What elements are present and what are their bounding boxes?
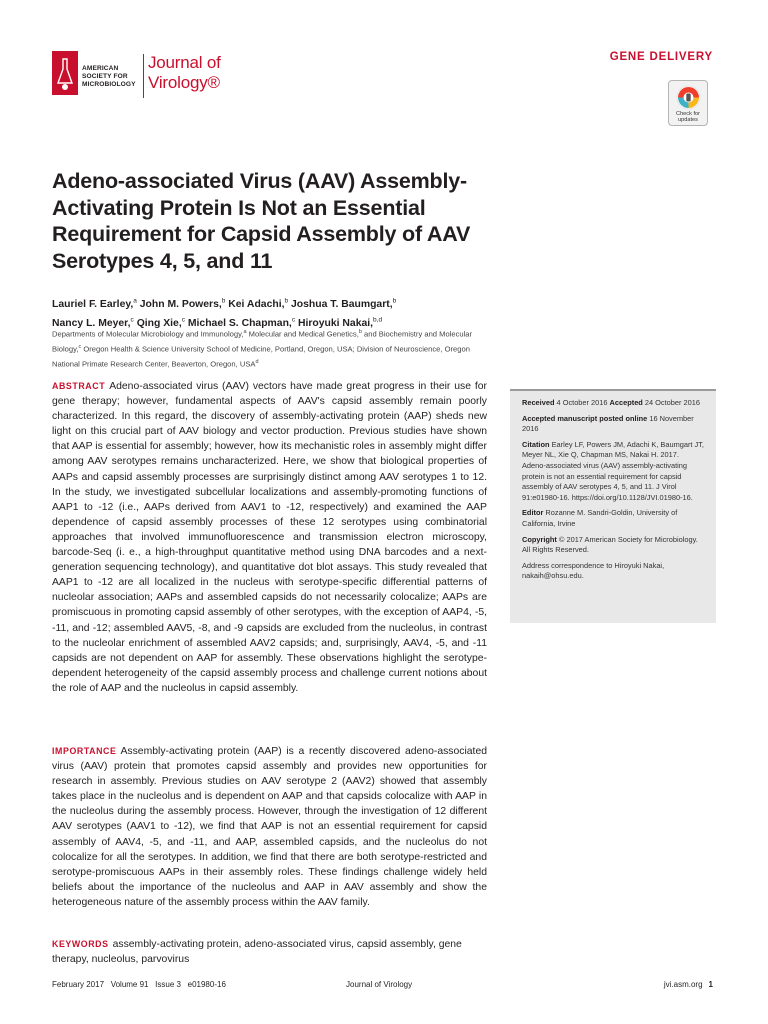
copyright-label: Copyright (522, 534, 557, 544)
author-name: Qing Xie,$^c$ (136, 316, 185, 329)
keywords (52, 937, 487, 967)
badge-line-2: updates (678, 117, 698, 123)
received-date: 4 October 2016 (556, 398, 608, 407)
affiliation-text: Oregon Health & Science University School of Medicine, Portland, Oregon, USA; Division of Neuroscience, Oregon National Primate Research Center, Beaverton, Oregon, USA (52, 344, 470, 369)
keywords-label: KEYWORDS (52, 939, 109, 949)
posted-date: 16 November 2016 (522, 413, 694, 434)
accepted-date: 24 October 2016 (644, 398, 700, 407)
affiliation-mark: b (358, 329, 362, 335)
footer-issue-info: February 2017 Volume 91 Issue 3 e01980-16 (52, 980, 226, 989)
author-affiliation-mark: b (284, 298, 289, 305)
badge-line-1: Check for (676, 111, 700, 117)
author-name: Kei Adachi,$^b$ (228, 298, 289, 311)
affiliation-text: Molecular and Medical Genetics, (246, 329, 359, 339)
section-label: GENE DELIVERY (609, 51, 713, 63)
author-affiliation-mark: c (130, 316, 134, 324)
author-name: Nancy L. Meyer,$^c$ (52, 316, 134, 329)
society-line-1: AMERICAN (82, 65, 119, 72)
author-name: John M. Powers,$^b$ (139, 298, 226, 311)
citation (522, 440, 704, 504)
society-line-3: MICROBIOLOGY (82, 81, 136, 88)
footer-journal: Journal of Virology (346, 980, 413, 989)
abstract-text: Adeno-associated virus (AAV) vectors have made great progress in their use for gene therapy; however, fundamental aspects of AAV's capsid assembly remain poorly characterized. In this regard, the discovery of assembly-activating protein (AAP) sheds new light on this crucial part of AAV biology and vector production. Previous studies have shown that AAP is essential for assembly; however, how its mechanistic roles in assembly might differ among AAV serotypes remains uncharacterized. Here, we show that biological properties of AAPs and capsid assembly processes are surprisingly distinct among AAV serotypes 1 to 12. In the study, we investigated subcellular localizations and assembly-promoting functions of AAP1 to -12 (i.e., AAPs derived from AAV1 to -12, respectively) and examined the AAP dependence of capsid assembly processes of these 12 serotypes using combinatorial approaches that involved immunofluorescence and transmission electron microscopy, barcode-Seq (i. e., a high-throughput quantitative method using DNA barcodes and a next-generation sequencing technology), and quantitative dot blot assays. This study revealed that AAP1 to -12 are all localized in the nucleus with serotype-specific differential patterns of nucleolar association; AAPs and assembled capsids do not necessarily colocalize; AAPs are promiscuous in promoting capsid assembly of other serotypes, with the exception of AAP4, -5, -11, and -12; assembled AAV5, -8, and -9 capsids are excluded from the nucleolus, in contrast to the nucleolar enrichment of assembled AAV2 capsids; and, surprisingly, AAV4, -5, and -11 capsids are not dependent on AAP for assembly. These observations highlight the serotype-dependent heterogeneity of the capsid assembly process and challenge current notions about the role of AAP and the nucleolus in capsid assembly. (52, 381, 487, 694)
affiliation-mark: c (78, 343, 82, 350)
author-name: Michael S. Chapman,$^c$ (187, 316, 296, 329)
journal-divider (143, 54, 144, 98)
author-name: Lauriel F. Earley,$^a$ (52, 298, 137, 311)
affiliations (52, 326, 492, 371)
dates-received-accepted (522, 398, 704, 409)
editor-label: Editor (522, 508, 544, 518)
editor (522, 508, 704, 529)
journal-url-link[interactable]: jvi.asm.org (663, 980, 703, 989)
accepted-label: Accepted (609, 398, 643, 407)
check-for-updates-button[interactable] (668, 80, 708, 126)
posted-label: Accepted manuscript posted online (522, 413, 648, 423)
page-number: 1 (708, 980, 713, 989)
importance-label: IMPORTANCE (52, 746, 117, 756)
citation-label: Citation (522, 439, 550, 449)
citation-text[interactable]: Earley LF, Powers JM, Adachi K, Baumgart JT, Meyer NL, Xie Q, Chapman MS, Nakai H. 2017. Adeno-associated virus (AAV) assembly-activating protein is not an essential requirement for capsid assembly of AAV serotypes 4, 5, and 11. J Virol 91:e01980-16. https://doi.org/10.1128/JVI.01980-16. (522, 439, 704, 502)
affiliation-text: and Biochemistry and Molecular Biology, (52, 329, 473, 354)
author-affiliation-mark: a (133, 298, 137, 305)
affiliation-text: Departments of Molecular Microbiology and Immunology, (52, 329, 244, 339)
author-affiliation-mark: b (221, 298, 226, 305)
journal-line-1: Journal of (148, 53, 221, 72)
badge-label (669, 111, 707, 123)
society-name (82, 65, 136, 89)
author-affiliation-mark: c (181, 316, 185, 324)
article-info-box (510, 389, 716, 623)
footer-right (664, 980, 713, 989)
editor-text: Rozanne M. Sandri-Goldin, University of California, Irvine (522, 508, 678, 528)
journal-line-2: Virology® (148, 73, 220, 92)
author-affiliation-mark: b (392, 298, 397, 305)
copyright-text: © 2017 American Society for Microbiology. All Rights Reserved. (522, 534, 698, 555)
received-label: Received (522, 398, 555, 407)
author-affiliation-mark: b,d (373, 316, 383, 324)
copyright (522, 535, 704, 556)
abstract-label: ABSTRACT (52, 381, 106, 391)
crossmark-icon (676, 85, 701, 110)
correspondence[interactable]: Address correspondence to Hiroyuki Nakai, nakaih@ohsu.edu. (522, 560, 665, 581)
author-name: Hiroyuki Nakai,$^{b,d}$ (297, 316, 383, 329)
article-title: Adeno-associated Virus (AAV) Assembly-Activating Protein Is Not an Essential Requirement for Capsid Assembly of AAV Serotypes 4, 5, and 11 (52, 169, 471, 273)
author-name: Joshua T. Baumgart,$^b$ (290, 298, 397, 311)
keywords-text: assembly-activating protein, adeno-associated virus, capsid assembly, gene therapy, nucleolus, parvovirus (52, 939, 462, 966)
affiliation-mark: a (243, 329, 247, 335)
importance (52, 744, 487, 910)
asm-logo-icon (52, 51, 78, 95)
abstract (52, 379, 487, 696)
society-line-2: SOCIETY FOR (82, 73, 128, 80)
journal-name[interactable] (148, 53, 221, 93)
importance-text: Assembly-activating protein (AAP) is a recently discovered adeno-associated virus (AAV) protein that promotes capsid assembly and provides new opportunities for research in assembly. Previous studies on AAV serotype 2 (AAV2) showed that assembly takes place in the nucleolus and is dependent on AAP and that capsids colocalize with AAP in the nucleolus during the assembly process. However, through the investigation of 12 different AAV serotypes (AAV1 to -12), we find that AAP is not an essential requirement for capsid assembly of AAV4, -5, and -11, and AAP, assembled capsids, and the nucleolus do not colocalize for all the serotypes. In addition, we find that there are both serotype-restricted and serotype-promiscuous AAPs in their assembly roles. These findings challenge widely held beliefs about the importance of the nucleolus and AAP in AAV assembly and show the heterogeneous nature of the assembly process within the AAV family. (52, 746, 487, 908)
posted-online (522, 414, 704, 435)
author-affiliation-mark: c (291, 316, 296, 324)
affiliation-mark: d (255, 358, 259, 365)
